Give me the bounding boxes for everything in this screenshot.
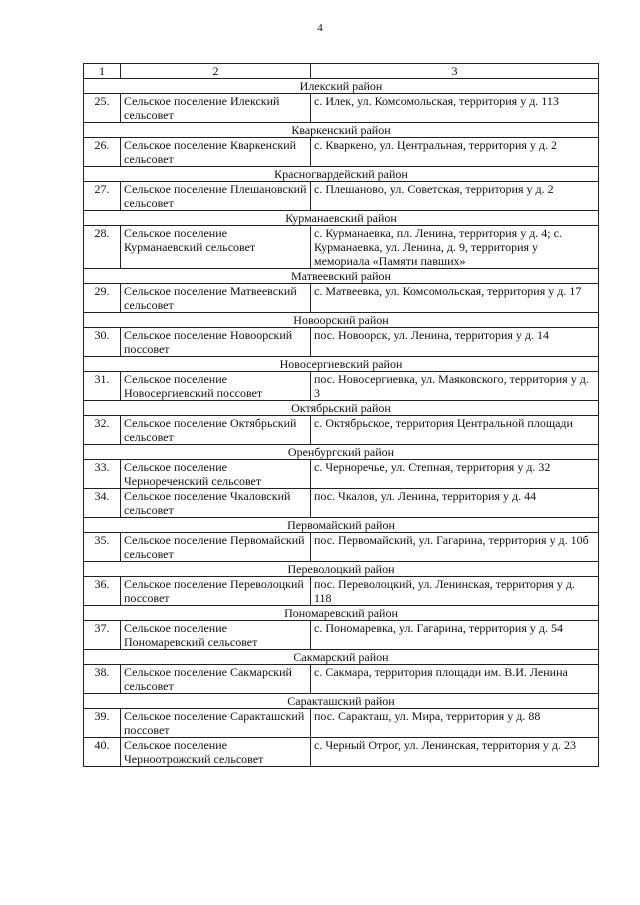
district-name: Сакмарский район (84, 650, 599, 665)
row-number: 31. (84, 372, 121, 401)
district-name: Переволоцкий район (84, 562, 599, 577)
row-number: 37. (84, 621, 121, 650)
row-number: 25. (84, 94, 121, 123)
district-name: Новосергиевский район (84, 357, 599, 372)
district-name: Оренбургский район (84, 445, 599, 460)
location-address: пос. Саракташ, ул. Мира, территория у д. 88 (311, 709, 599, 738)
location-address: пос. Новосергиевка, ул. Маяковского, территория у д. 3 (311, 372, 599, 401)
table-row (84, 577, 599, 606)
settlement-name: Сельское поселение Кваркенский сельсовет (121, 138, 311, 167)
settlement-name: Сельское поселение Саракташский поссовет (121, 709, 311, 738)
table-row (84, 709, 599, 738)
location-address: с. Кваркено, ул. Центральная, территория у д. 2 (311, 138, 599, 167)
district-row (84, 401, 599, 416)
settlement-name: Сельское поселение Пономаревский сельсовет (121, 621, 311, 650)
district-name: Кваркенский район (84, 123, 599, 138)
district-row (84, 123, 599, 138)
column-header-location: 3 (311, 64, 599, 79)
settlement-name: Сельское поселение Черноотрожский сельсовет (121, 738, 311, 767)
location-address: пос. Первомайский, ул. Гагарина, территория у д. 10б (311, 533, 599, 562)
district-name: Илекский район (84, 79, 599, 94)
location-address: пос. Чкалов, ул. Ленина, территория у д. 44 (311, 489, 599, 518)
settlement-name: Сельское поселение Сакмарский сельсовет (121, 665, 311, 694)
location-address: с. Октябрьское, территория Центральной площади (311, 416, 599, 445)
row-number: 30. (84, 328, 121, 357)
settlement-name: Сельское поселение Чкаловский сельсовет (121, 489, 311, 518)
district-row (84, 79, 599, 94)
table-row (84, 226, 599, 269)
district-row (84, 313, 599, 328)
table-row (84, 533, 599, 562)
table-row (84, 372, 599, 401)
district-row (84, 694, 599, 709)
settlement-name: Сельское поселение Курманаевский сельсовет (121, 226, 311, 269)
row-number: 38. (84, 665, 121, 694)
district-name: Пономаревский район (84, 606, 599, 621)
table-row (84, 665, 599, 694)
location-address: с. Матвеевка, ул. Комсомольская, территория у д. 17 (311, 284, 599, 313)
settlement-name: Сельское поселение Плешановский сельсовет (121, 182, 311, 211)
row-number: 39. (84, 709, 121, 738)
row-number: 33. (84, 460, 121, 489)
table-row (84, 489, 599, 518)
district-row (84, 211, 599, 226)
settlement-name: Сельское поселение Октябрьский сельсовет (121, 416, 311, 445)
table-row (84, 182, 599, 211)
row-number: 40. (84, 738, 121, 767)
row-number: 28. (84, 226, 121, 269)
district-row (84, 357, 599, 372)
location-address: с. Черноречье, ул. Степная, территория у д. 32 (311, 460, 599, 489)
district-row (84, 606, 599, 621)
table-row (84, 138, 599, 167)
settlement-name: Сельское поселение Новоорский поссовет (121, 328, 311, 357)
table-row (84, 416, 599, 445)
district-name: Новоорский район (84, 313, 599, 328)
district-name: Октябрьский район (84, 401, 599, 416)
table-header-row (84, 64, 599, 79)
district-name: Матвеевский район (84, 269, 599, 284)
row-number: 36. (84, 577, 121, 606)
row-number: 34. (84, 489, 121, 518)
table-row (84, 284, 599, 313)
row-number: 26. (84, 138, 121, 167)
page-number: 4 (317, 22, 323, 34)
table-row (84, 94, 599, 123)
district-row (84, 269, 599, 284)
district-row (84, 445, 599, 460)
table-row (84, 621, 599, 650)
location-address: с. Пономаревка, ул. Гагарина, территория у д. 54 (311, 621, 599, 650)
location-address: пос. Переволоцкий, ул. Ленинская, территория у д. 118 (311, 577, 599, 606)
row-number: 35. (84, 533, 121, 562)
column-header-number: 1 (84, 64, 121, 79)
row-number: 27. (84, 182, 121, 211)
location-address: пос. Новоорск, ул. Ленина, территория у д. 14 (311, 328, 599, 357)
district-name: Саракташский район (84, 694, 599, 709)
location-address: с. Илек, ул. Комсомольская, территория у д. 113 (311, 94, 599, 123)
table-row (84, 460, 599, 489)
settlements-table (83, 63, 599, 767)
settlement-name: Сельское поселение Илекский сельсовет (121, 94, 311, 123)
district-row (84, 518, 599, 533)
settlement-name: Сельское поселение Новосергиевский поссовет (121, 372, 311, 401)
settlement-name: Сельское поселение Чернореченский сельсовет (121, 460, 311, 489)
district-name: Красногвардейский район (84, 167, 599, 182)
district-row (84, 650, 599, 665)
table-body (84, 79, 599, 767)
location-address: с. Черный Отрог, ул. Ленинская, территория у д. 23 (311, 738, 599, 767)
district-row (84, 562, 599, 577)
settlement-name: Сельское поселение Первомайский сельсовет (121, 533, 311, 562)
district-name: Курманаевский район (84, 211, 599, 226)
location-address: с. Курманаевка, пл. Ленина, территория у д. 4; с. Курманаевка, ул. Ленина, д. 9, территория у мемориала «Памяти павших» (311, 226, 599, 269)
district-name: Первомайский район (84, 518, 599, 533)
table-row (84, 328, 599, 357)
column-header-name: 2 (121, 64, 311, 79)
settlement-name: Сельское поселение Матвеевский сельсовет (121, 284, 311, 313)
row-number: 29. (84, 284, 121, 313)
district-row (84, 167, 599, 182)
row-number: 32. (84, 416, 121, 445)
table-row (84, 738, 599, 767)
settlement-name: Сельское поселение Переволоцкий поссовет (121, 577, 311, 606)
location-address: с. Сакмара, территория площади им. В.И. Ленина (311, 665, 599, 694)
location-address: с. Плешаново, ул. Советская, территория у д. 2 (311, 182, 599, 211)
